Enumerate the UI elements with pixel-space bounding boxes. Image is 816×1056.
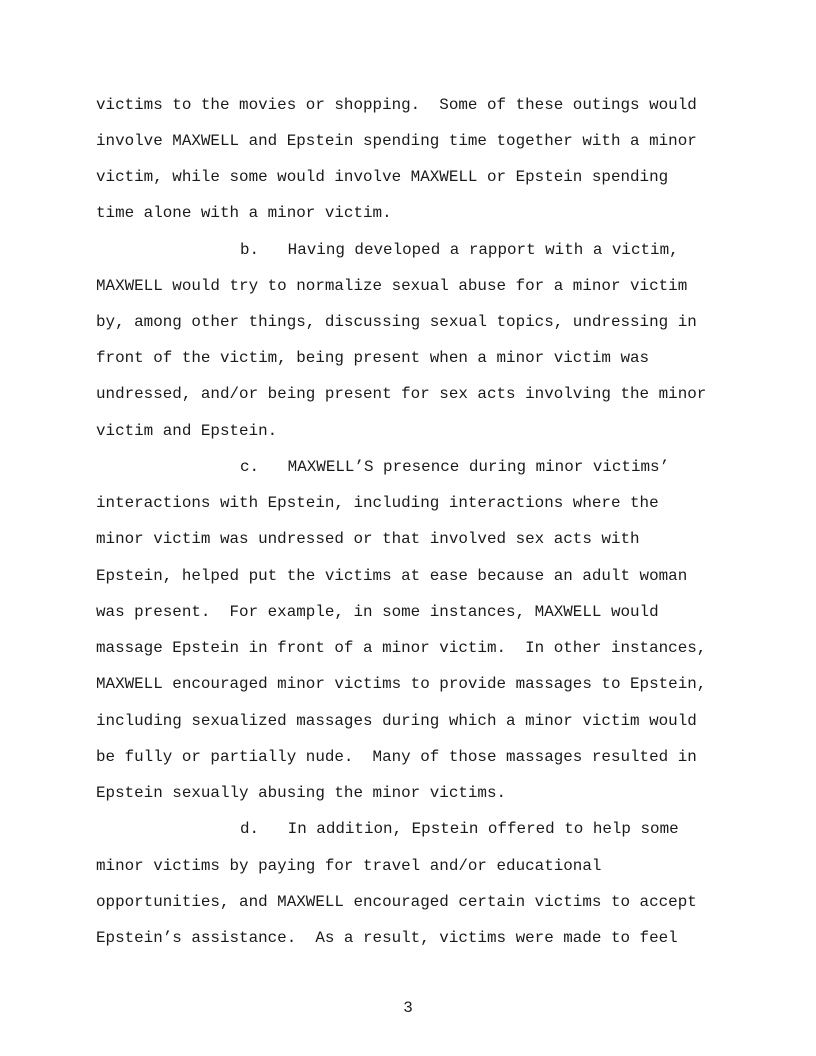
text-line: victims to the movies or shopping. Some of these outings would <box>96 96 697 114</box>
text-line: Epstein sexually abusing the minor victims. <box>96 784 507 802</box>
text-line: Epstein, helped put the victims at ease because an adult woman <box>96 567 688 585</box>
text-line: time alone with a minor victim. <box>96 204 392 222</box>
paragraph-d-start: d. In addition, Epstein offered to help some <box>240 820 679 838</box>
text-line: Epstein’s assistance. As a result, victims were made to feel <box>96 929 678 947</box>
text-line: involve MAXWELL and Epstein spending time together with a minor <box>96 132 697 150</box>
text-line: including sexualized massages during which a minor victim would <box>96 712 697 730</box>
text-line: front of the victim, being present when a minor victim was <box>96 349 650 367</box>
text-line: minor victims by paying for travel and/or educational <box>96 857 602 875</box>
paragraph-c-start: c. MAXWELL’S presence during minor victims’ <box>240 458 670 476</box>
text-line: MAXWELL would try to normalize sexual abuse for a minor victim <box>96 277 688 295</box>
text-line: opportunities, and MAXWELL encouraged certain victims to accept <box>96 893 697 911</box>
text-line: was present. For example, in some instances, MAXWELL would <box>96 603 659 621</box>
text-line: interactions with Epstein, including interactions where the <box>96 494 659 512</box>
text-line: MAXWELL encouraged minor victims to provide massages to Epstein, <box>96 675 707 693</box>
paragraph-b-start: b. Having developed a rapport with a victim, <box>240 241 679 259</box>
text-line: victim, while some would involve MAXWELL or Epstein spending <box>96 168 669 186</box>
text-line: victim and Epstein. <box>96 422 278 440</box>
text-line: undressed, and/or being present for sex acts involving the minor <box>96 385 707 403</box>
text-line: massage Epstein in front of a minor victim. In other instances, <box>96 639 707 657</box>
text-line: be fully or partially nude. Many of those massages resulted in <box>96 748 697 766</box>
text-line: minor victim was undressed or that involved sex acts with <box>96 530 640 548</box>
text-line: by, among other things, discussing sexual topics, undressing in <box>96 313 697 331</box>
page-number: 3 <box>403 999 413 1017</box>
